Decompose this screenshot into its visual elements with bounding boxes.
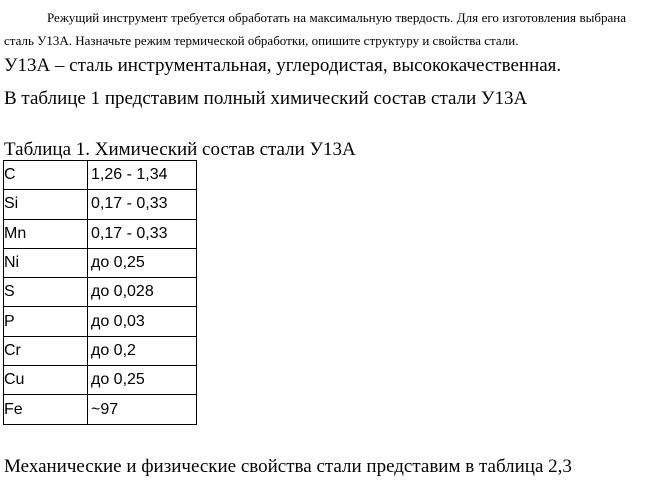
value-cell: до 0,028 — [88, 278, 197, 307]
element-cell: P — [4, 307, 88, 336]
value-cell: до 0,25 — [88, 366, 197, 395]
element-cell: Ni — [4, 248, 88, 277]
value-cell: 1,26 - 1,34 — [88, 161, 197, 190]
table-row — [4, 307, 197, 336]
table-row — [4, 219, 197, 248]
steel-grade-description: У13А – сталь инструментальная, углеродистая, высококачественная. — [4, 55, 562, 76]
table-row — [4, 161, 197, 190]
value-cell: 0,17 - 0,33 — [88, 190, 197, 219]
value-cell: 0,17 - 0,33 — [88, 219, 197, 248]
element-cell: Mn — [4, 219, 88, 248]
element-cell: Si — [4, 190, 88, 219]
element-cell: Cr — [4, 336, 88, 365]
table-row — [4, 278, 197, 307]
task-statement: Режущий инструмент требуется обработать на максимальную твердость. Для его изготовления выбрана сталь У13А. Назначьте режим термической обработки, опишите структуру и свойства стали. — [4, 10, 626, 48]
element-cell: S — [4, 278, 88, 307]
table-caption: Таблица 1. Химический состав стали У13А — [4, 139, 356, 160]
table-row — [4, 190, 197, 219]
table-row — [4, 248, 197, 277]
composition-intro-text: В таблице 1 представим полный химический состав стали У13А — [4, 88, 528, 109]
properties-intro-text: Механические и физические свойства стали представим в таблица 2,3 — [4, 456, 572, 477]
value-cell: ~97 — [88, 395, 197, 424]
table-row — [4, 366, 197, 395]
table-row — [4, 395, 197, 424]
chemical-composition-table — [3, 160, 197, 425]
element-cell: Fe — [4, 395, 88, 424]
table-row — [4, 336, 197, 365]
value-cell: до 0,2 — [88, 336, 197, 365]
value-cell: до 0,25 — [88, 248, 197, 277]
value-cell: до 0,03 — [88, 307, 197, 336]
element-cell: C — [4, 161, 88, 190]
element-cell: Cu — [4, 366, 88, 395]
